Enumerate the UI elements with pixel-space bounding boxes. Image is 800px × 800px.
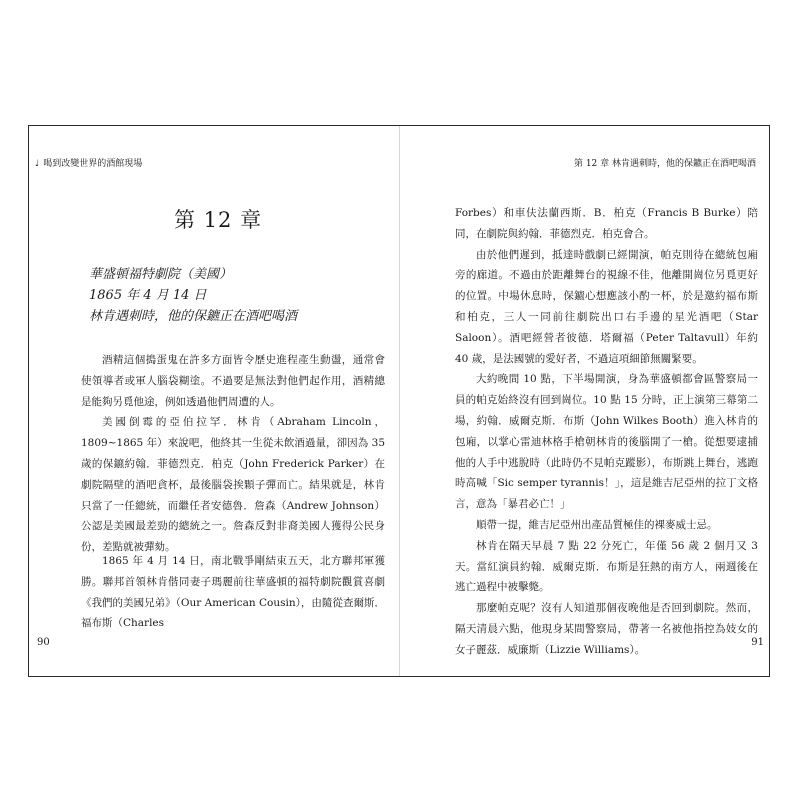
paragraph: 大約晚間 10 點，下半場開演，身為華盛頓都會區警察局一員的帕克始終沒有回到崗位。10 點 15 分時，正上演第三幕第二場，約翰．威爾克斯．布斯（John Wilkes Booth）進入林肯的包廂，以掌心雷迪林格手槍朝林肯的後腦開了一槍。從想要逮捕他的人手中逃脫時（此時仍不見帕克蹤影），布斯跳上舞台，逃跑時高喊「Sic semper tyrannis！」，這是維吉尼亞州的拉丁文格言，意為「暴君必亡！」 — [455, 373, 758, 511]
paragraph: 酒精這個搗蛋鬼在許多方面皆令歷史進程產生動盪，通常會使領導者或軍人腦袋糊塗。不過要是無法對他們起作用，酒精總是能夠另覓他途，例如透過他們周遭的人。 — [81, 354, 385, 408]
paragraph: Forbes）和車伕法蘭西斯．B．柏克（Francis B Burke）陪同，在劇院與約翰．菲德烈克．柏克會合。 — [455, 207, 758, 240]
page-number-right: 91 — [751, 637, 764, 648]
chapter-headline: 林肯遇刺時，他的保鑣正在酒吧喝酒 — [89, 309, 298, 324]
paragraph: 那麼帕克呢？沒有人知道那個夜晚他是否回到劇院。然而，隔天清晨六點，他現身某間警察局，帶著一名被他指控為妓女的女子麗茲．威廉斯（Lizzie Williams）。 — [455, 602, 758, 656]
paragraph: 林肯在隔天早晨 7 點 22 分死亡，年僅 56 歲 2 個月又 3 天。當紅演員約翰．威爾克斯．布斯是狂熱的南方人，兩週後在逃亡過程中被擊斃。 — [455, 539, 758, 594]
paragraph: 順帶一提，維吉尼亞州出產品質極佳的裸麥威士忌。 — [476, 518, 718, 531]
paragraph: 美國倒霉的亞伯拉罕．林肯（Abraham Lincoln，1809~1865 年）來說吧，他終其一生從未飲酒過量，卻因為 35 歲的保鑣約翰．菲德烈克．柏克（John Frederick Parker）在劇院隔壁的酒吧貪杯，最後腦袋挨顆子彈而亡。結果就是，林肯只當了一任總統，而繼任者安德魯．詹森（Andrew Johnson）公認是美國最差勁的總統之一。詹森反對非裔美國人獲得公民身份，差點就被彈劾。 — [81, 416, 385, 554]
page-mark-icon: ♩ — [35, 159, 40, 169]
left-running-head-text: 喝到改變世界的酒館現場 — [43, 159, 143, 169]
chapter-place: 華盛頓福特劇院（美國） — [89, 267, 233, 282]
right-body — [455, 203, 758, 661]
left-body-top — [81, 350, 385, 558]
left-body-bottom — [81, 551, 385, 634]
paragraph: 由於他們遲到，抵達時戲劇已經開演，帕克則待在總統包廂旁的廊道。不過由於距離舞台的視線不佳，他離開崗位另覓更好的位置。中場休息時，保鑣心想應該小酌一杯，於是邀約福布斯和柏克，三人一同前往劇院出口右手邊的星光酒吧（Star Saloon）。酒吧經營者彼德．塔爾福（Peter Taltavull）年約 40 歲，是法國號的愛好者，不過這項細節無關緊要。 — [455, 248, 758, 365]
chapter-meta — [89, 264, 297, 327]
chapter-date: 1865 年 4 月 14 日 — [89, 288, 207, 303]
chapter-title: 第 12 章 — [174, 208, 263, 232]
book-spread — [28, 125, 770, 677]
left-page — [29, 126, 399, 676]
paragraph: 1865 年 4 月 14 日，南北戰爭剛結束五天，北方聯邦軍獲勝。聯邦首領林肯偕同妻子瑪麗前往華盛頓的福特劇院觀賞喜劇《我們的美國兄弟》（Our American Cousin），由隨從查爾斯．福布斯（Charles — [81, 555, 385, 630]
page-number-left: 90 — [37, 637, 50, 648]
right-running-head: 第 12 章 林肯遇刺時，他的保鑣正在酒吧喝酒 — [573, 159, 756, 169]
left-running-head — [35, 156, 142, 169]
right-page — [400, 126, 770, 676]
